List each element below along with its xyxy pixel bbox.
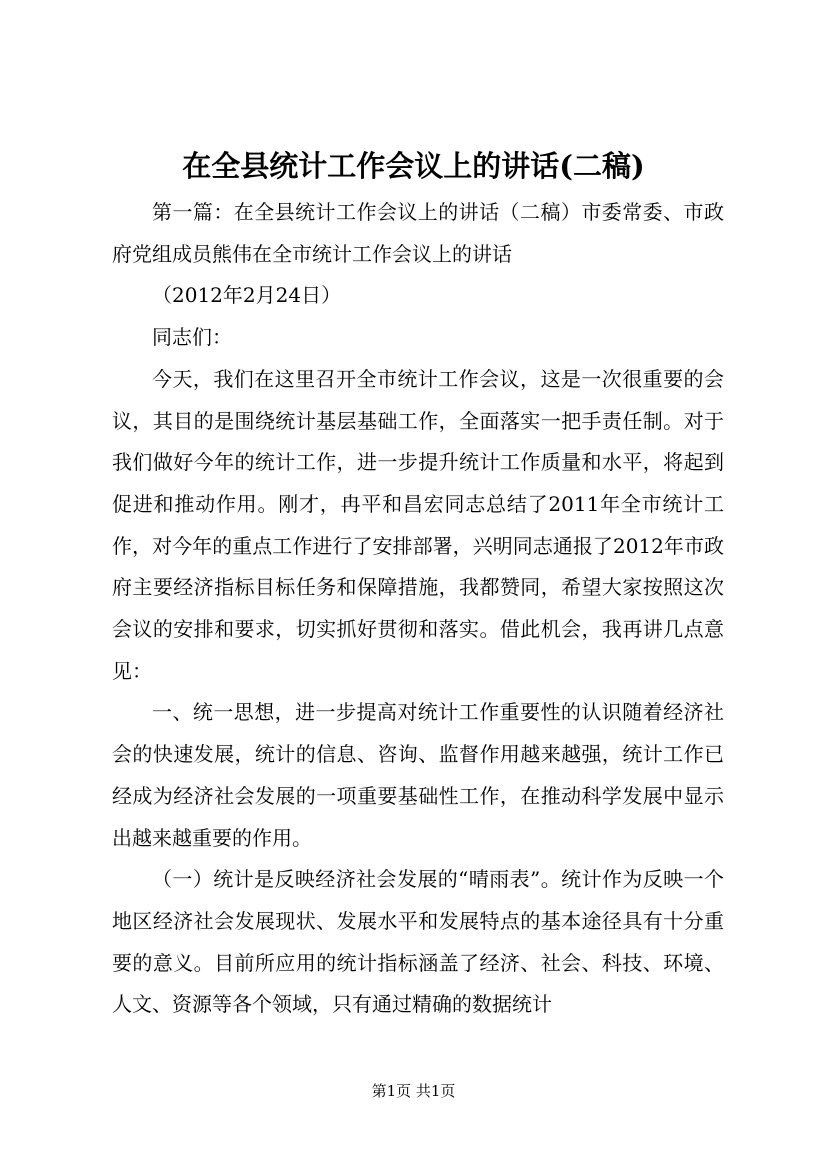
page-footer: 第1页 共1页 <box>371 1082 456 1100</box>
paragraph-opening: 今天，我们在这里召开全市统计工作会议，这是一次很重要的会议，其目的是围绕统计基层基础工作，全面落实一把手责任制。对于我们做好今年的统计工作，进一步提升统计工作质量和水平，将起到促进和推动作用。刚才，冉平和昌宏同志总结了2011年全市统计工作，对今年的重点工作进行了安排部署，兴明同志通报了2012年市政府主要经济指标目标任务和保障措施，我都赞同，希望大家按照这次会议的安排和要求，切实抓好贯彻和落实。借此机会，我再讲几点意见： <box>112 366 724 683</box>
paragraph-date: （2012年2月24日） <box>152 283 342 308</box>
paragraph-subsection-one: （一）统计是反映经济社会发展的“晴雨表”。统计作为反映一个地区经济社会发展现状、发展水平和发展特点的基本途径具有十分重要的意义。目前所应用的统计指标涵盖了经济、社会、科技、环境、人文、资源等各个领域，只有通过精确的数据统计 <box>112 867 724 1017</box>
paragraph-section-one: 一、统一思想，进一步提高对统计工作重要性的认识随着经济社会的快速发展，统计的信息、咨询、监督作用越来越强，统计工作已经成为经济社会发展的一项重要基础性工作，在推动科学发展中显示出越来越重要的作用。 <box>112 700 724 850</box>
paragraph-salutation: 同志们： <box>152 325 232 350</box>
paragraph-heading: 第一篇：在全县统计工作会议上的讲话（二稿）市委常委、市政府党组成员熊伟在全市统计工作会议上的讲话 <box>112 200 724 266</box>
document-body <box>112 192 724 1026</box>
document-title: 在全县统计工作会议上的讲话(二稿) <box>182 149 645 183</box>
